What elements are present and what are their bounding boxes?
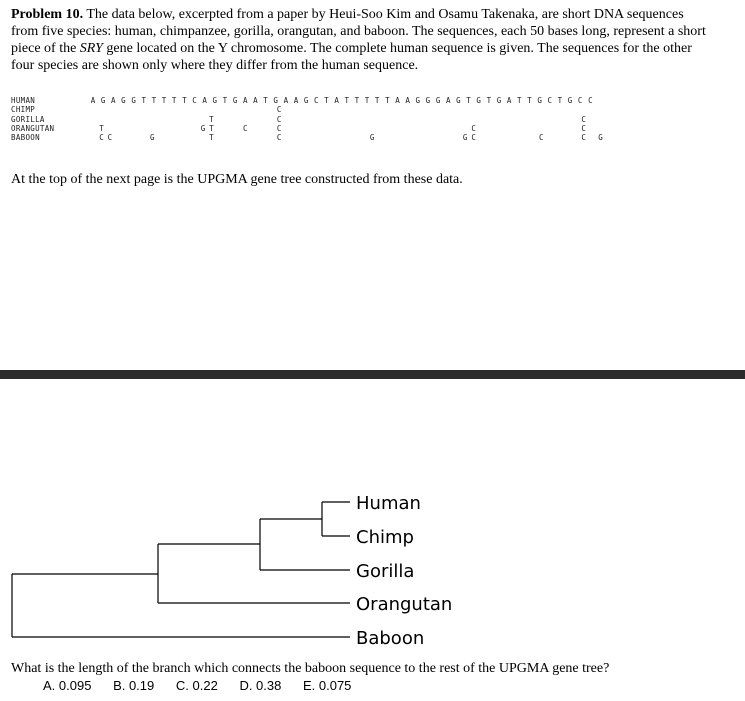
question-text: What is the length of the branch which connects the baboon sequence to the rest of the UPGMA gene tree? [11,661,610,676]
leaf-orangutan: Orangutan [356,594,453,615]
species-name: HUMAN [11,96,36,105]
base: G [537,96,542,105]
base-difference: G [369,133,375,142]
tree-branches [12,502,350,637]
base: A [405,96,410,105]
base: T [222,96,228,105]
intro-text-2: gene located on the Y chromosome. The complete human sequence is given. The sequences for the other four species are shown only where they differ from the human sequence. [11,41,692,73]
species-name: CHIMP [11,105,36,114]
sequence-row-baboon [11,133,731,143]
base: T [161,96,167,105]
base: A [334,96,339,105]
base: A [253,96,258,105]
base: G [435,96,441,105]
base-difference: C [276,124,282,133]
base-difference: C [242,124,248,133]
problem-label: Problem 10. [11,7,84,22]
base: G [476,96,481,105]
base-difference: C [107,133,113,142]
base: T [385,96,390,105]
base: T [527,96,532,105]
base: T [517,96,522,105]
base-difference: G [462,133,468,142]
base-difference: C [99,133,104,142]
base-difference: T [209,124,214,133]
choice-e[interactable]: E. 0.075 [302,678,352,693]
base-difference: C [539,133,544,142]
choice-c[interactable]: C. 0.22 [175,678,218,693]
base: G [303,96,309,105]
base: T [151,96,157,105]
base: G [121,96,126,105]
base: G [415,96,421,105]
base: T [182,96,187,105]
base: G [212,96,218,105]
leaf-baboon: Baboon [356,628,425,649]
upgma-tree [0,380,745,660]
base: G [131,96,136,105]
base: G [456,96,461,105]
leaf-chimp: Chimp [356,527,414,548]
base: T [374,96,380,105]
base-difference: G [200,124,206,133]
base: A [242,96,248,105]
base: G [425,96,431,105]
base: T [344,96,349,105]
base-difference: T [209,133,214,142]
page-divider [0,370,745,379]
base: G [496,96,502,105]
base-difference: C [471,124,476,133]
choice-d[interactable]: D. 0.38 [239,678,282,693]
base: A [395,96,400,105]
base-difference: C [581,124,586,133]
base-difference: C [276,133,282,142]
problem-intro [11,6,711,74]
base: T [466,96,471,105]
base: T [354,96,360,105]
base: A [283,96,289,105]
base: A [506,96,512,105]
base-difference: C [581,133,586,142]
choice-a[interactable]: A. 0.095 [43,678,92,693]
base: A [90,96,96,105]
base: T [486,96,492,105]
base: A [111,96,116,105]
sequence-row-chimp [11,105,731,115]
species-name: GORILLA [11,115,45,124]
base: G [273,96,278,105]
base: T [364,96,370,105]
base: T [171,96,177,105]
intro-text-1: The data below, excerpted from a paper by Heui-Soo Kim and Osamu Takenaka, are short DNA sequences from five species: human, chimpanzee, gorilla, orangutan, and baboon. The sequences, each 50 bases long, represent a short piece of the [11,7,706,56]
tree-intro-text: At the top of the next page is the UPGMA gene tree constructed from these data. [11,172,463,187]
base: A [445,96,451,105]
leaf-human: Human [356,493,421,514]
base: G [232,96,238,105]
species-name: BABOON [11,133,40,142]
gene-name: SRY [79,41,103,56]
base: C [547,96,552,105]
base: A [293,96,299,105]
base-difference: C [581,115,586,124]
base: G [567,96,573,105]
base-difference: C [276,105,282,114]
base-difference: C [471,133,476,142]
base-difference: G [149,133,155,142]
base: C [314,96,319,105]
base: C [577,96,583,105]
base: A [202,96,207,105]
species-name: ORANGUTAN [11,124,55,133]
answer-choices [43,678,369,693]
base-difference: T [99,124,104,133]
base: G [100,96,106,105]
base: T [141,96,146,105]
leaf-gorilla: Gorilla [356,561,415,582]
base-difference: T [209,115,214,124]
base: C [588,96,593,105]
base-difference: C [276,115,282,124]
base: T [557,96,563,105]
choice-b[interactable]: B. 0.19 [113,678,155,693]
base: T [324,96,329,105]
base: T [263,96,268,105]
base: C [192,96,197,105]
base-difference: G [598,133,603,142]
